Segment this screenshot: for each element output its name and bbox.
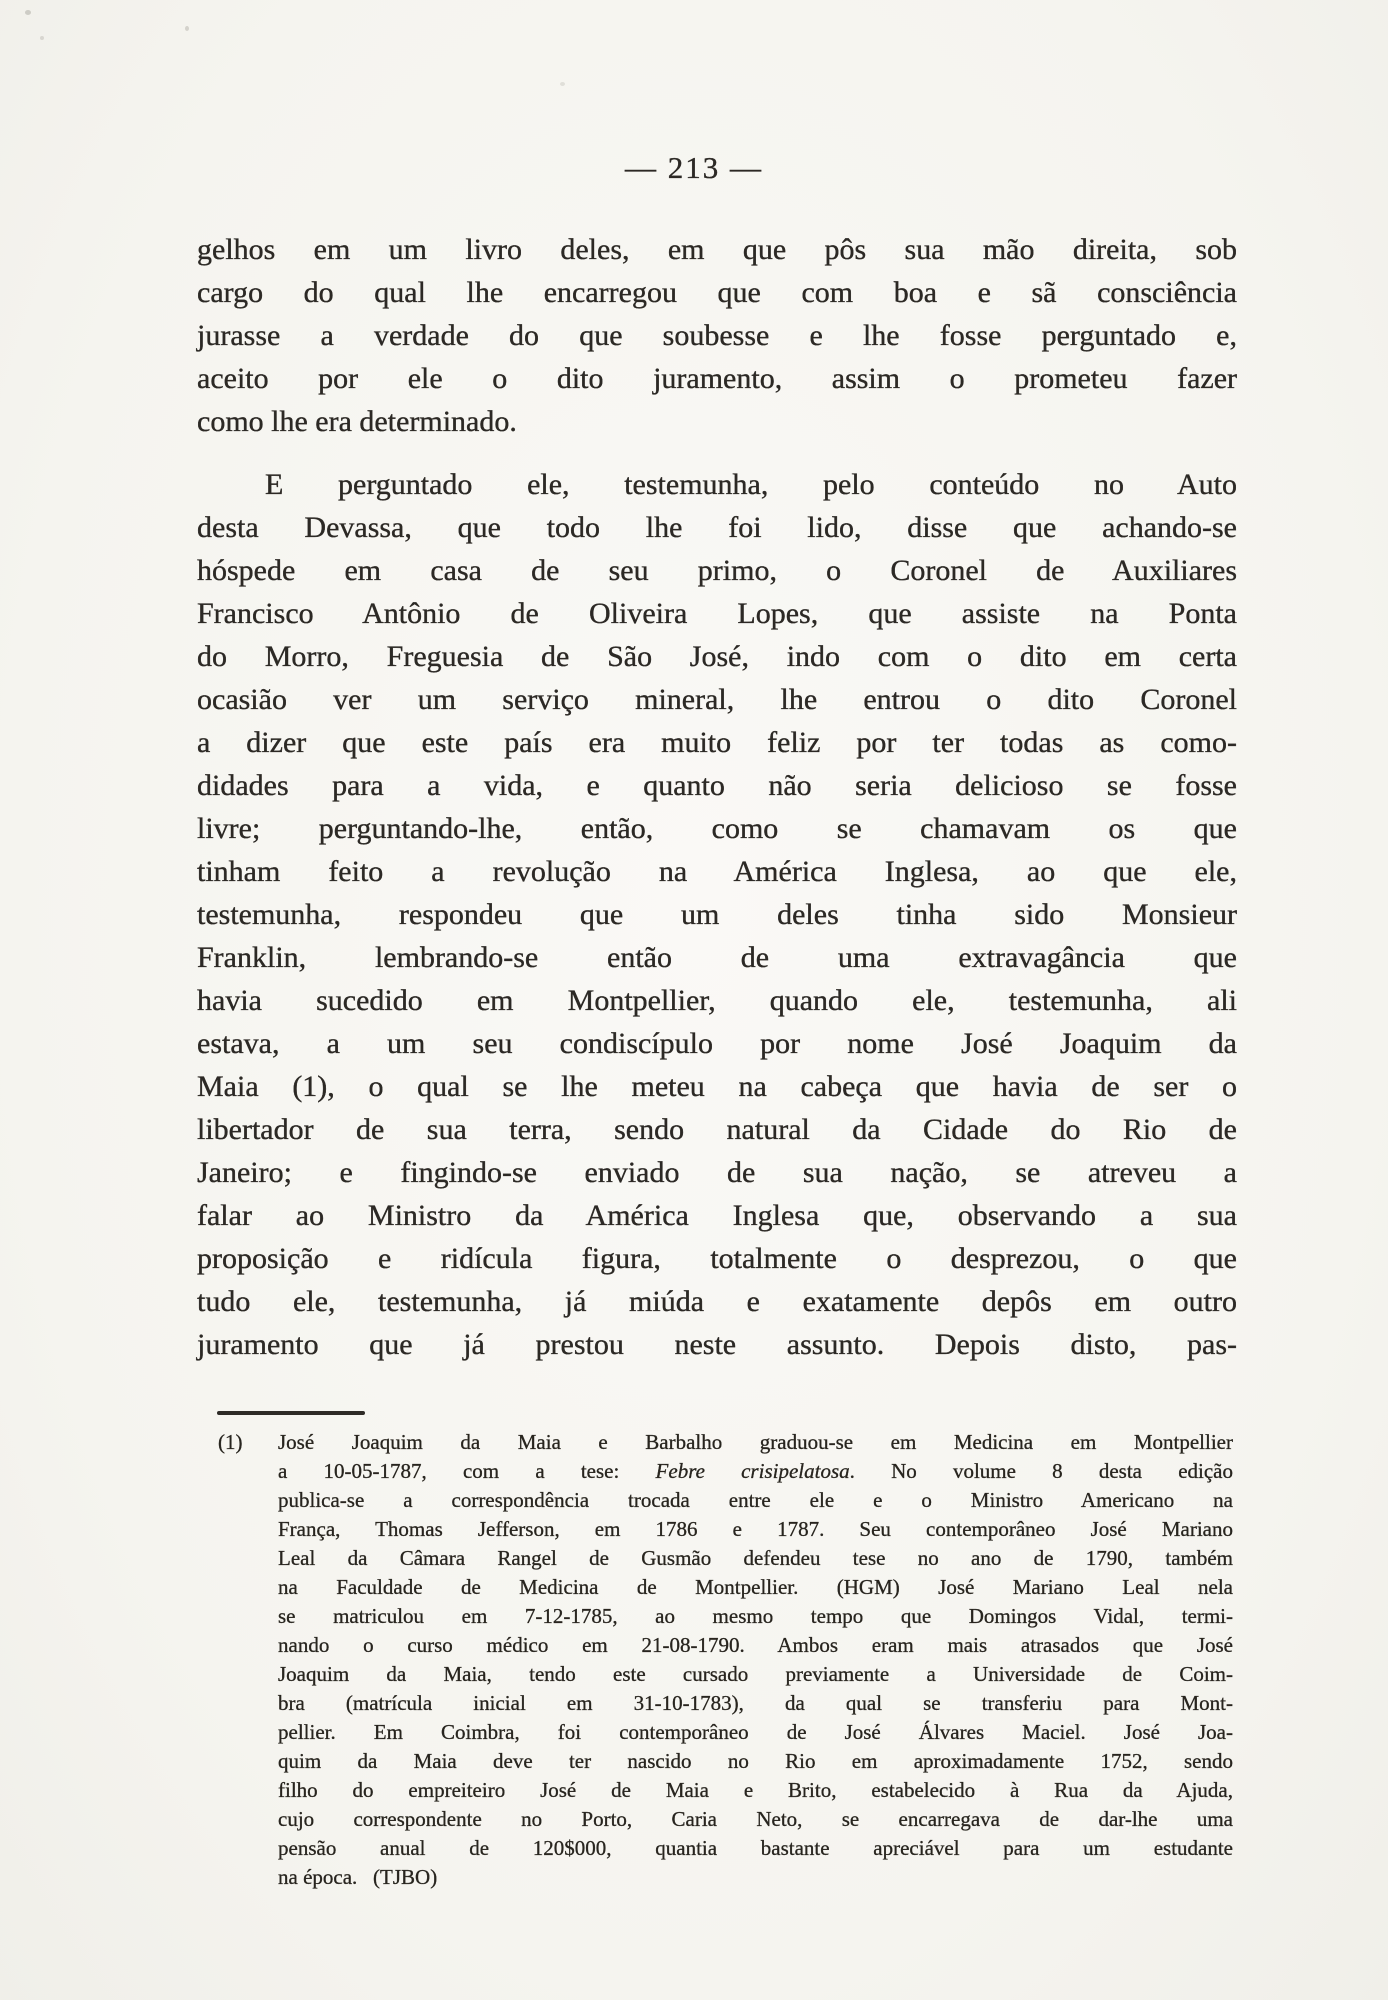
text-line: aceito por ele o dito juramento, assim o prometeu fazer: [197, 362, 1237, 395]
scan-speck: [560, 82, 565, 86]
footnote-line: [278, 1863, 1233, 1892]
footnote-line: [278, 1718, 1233, 1747]
footnote: [218, 1428, 1233, 1892]
footnote-text-segment: publica-se a correspondência trocada entre ele e o Ministro Americano na: [278, 1488, 1233, 1512]
text-line: testemunha, respondeu que um deles tinha sido Monsieur: [197, 898, 1237, 931]
text-line: do Morro, Freguesia de São José, indo com o dito em certa: [197, 640, 1237, 673]
footnote-text-segment: na Faculdade de Medicina de Montpellier. (HGM) José Mariano Leal nela: [278, 1575, 1233, 1599]
text-line: didades para a vida, e quanto não seria delicioso se fosse: [197, 769, 1237, 802]
footnote-line: [278, 1573, 1233, 1602]
text-line: desta Devassa, que todo lhe foi lido, disse que achando-se: [197, 511, 1237, 544]
footnote-line: [278, 1515, 1233, 1544]
text-line: juramento que já prestou neste assunto. Depois disto, pas-: [197, 1328, 1237, 1361]
scan-speck: [25, 10, 31, 15]
text-line: ocasião ver um serviço mineral, lhe entrou o dito Coronel: [197, 683, 1237, 716]
scan-speck: [185, 26, 189, 31]
footnote-line: [278, 1486, 1233, 1515]
footnote-line: [278, 1660, 1233, 1689]
text-line: livre; perguntando-lhe, então, como se chamavam os que: [197, 812, 1237, 845]
footnote-text-segment: Joaquim da Maia, tendo este cursado previamente a Universidade de Coim-: [278, 1662, 1233, 1686]
footnote-line: [278, 1428, 1233, 1457]
text-line: tinham feito a revolução na América Inglesa, ao que ele,: [197, 855, 1237, 888]
text-line: a dizer que este país era muito feliz por ter todas as como-: [197, 726, 1237, 759]
footnote-line: [278, 1834, 1233, 1863]
text-line: Francisco Antônio de Oliveira Lopes, que assiste na Ponta: [197, 597, 1237, 630]
text-line: como lhe era determinado.: [197, 405, 517, 438]
footnote-separator: [217, 1411, 365, 1415]
text-line: havia sucedido em Montpellier, quando ele, testemunha, ali: [197, 984, 1237, 1017]
text-line: cargo do qual lhe encarregou que com boa e sã consciência: [197, 276, 1237, 309]
text-line: E perguntado ele, testemunha, pelo conteúdo no Auto: [265, 468, 1237, 501]
scan-speck: [40, 36, 44, 40]
text-line: gelhos em um livro deles, em que pôs sua mão direita, sob: [197, 233, 1237, 266]
footnote-line: [278, 1602, 1233, 1631]
footnote-line: [278, 1776, 1233, 1805]
paragraph: [197, 463, 1237, 1366]
footnote-lines: [278, 1428, 1233, 1892]
footnote-line: [278, 1805, 1233, 1834]
thesis-title-italic: Febre crisipelatosa: [655, 1459, 850, 1483]
footnote-text-segment: . No volume 8 desta edição: [849, 1459, 1233, 1483]
footnote-text-segment: filho do empreiteiro José de Maia e Brito, estabelecido à Rua da Ajuda,: [278, 1778, 1233, 1802]
footnote-marker: (1): [218, 1430, 243, 1454]
footnote-text-segment: França, Thomas Jefferson, em 1786 e 1787. Seu contemporâneo José Mariano: [278, 1517, 1233, 1541]
footnote-text-segment: a 10-05-1787, com a tese:: [278, 1459, 656, 1483]
footnote-line: [278, 1631, 1233, 1660]
footnote-text-segment: na época. (TJBO): [278, 1865, 438, 1889]
footnote-text-segment: quim da Maia deve ter nascido no Rio em aproximadamente 1752, sendo: [278, 1749, 1233, 1773]
paragraph: [197, 228, 1237, 443]
footnote-line: [278, 1544, 1233, 1573]
footnote-text-segment: cujo correspondente no Porto, Caria Neto, se encarregava de dar-lhe uma: [278, 1807, 1233, 1831]
footnote-text-segment: pellier. Em Coimbra, foi contemporâneo de José Álvares Maciel. José Joa-: [278, 1720, 1233, 1744]
body-text: [197, 228, 1237, 1366]
footnote-text-segment: Leal da Câmara Rangel de Gusmão defendeu tese no ano de 1790, também: [278, 1546, 1233, 1570]
text-line: tudo ele, testemunha, já miúda e exatamente depôs em outro: [197, 1285, 1237, 1318]
page-number: — 213 —: [625, 150, 763, 185]
footnote-line: [278, 1457, 1233, 1486]
text-line: jurasse a verdade do que soubesse e lhe fosse perguntado e,: [197, 319, 1237, 352]
text-line: Janeiro; e fingindo-se enviado de sua nação, se atreveu a: [197, 1156, 1237, 1189]
footnote-text-segment: se matriculou em 7-12-1785, ao mesmo tempo que Domingos Vidal, termi-: [278, 1604, 1233, 1628]
text-line: estava, a um seu condiscípulo por nome José Joaquim da: [197, 1027, 1237, 1060]
footnote-line: [278, 1689, 1233, 1718]
text-line: libertador de sua terra, sendo natural da Cidade do Rio de: [197, 1113, 1237, 1146]
footnote-text-segment: nando o curso médico em 21-08-1790. Ambos eram mais atrasados que José: [278, 1633, 1233, 1657]
text-line: Maia (1), o qual se lhe meteu na cabeça que havia de ser o: [197, 1070, 1237, 1103]
footnote-text-segment: bra (matrícula inicial em 31-10-1783), da qual se transferiu para Mont-: [278, 1691, 1233, 1715]
text-line: Franklin, lembrando-se então de uma extravagância que: [197, 941, 1237, 974]
text-line: hóspede em casa de seu primo, o Coronel de Auxiliares: [197, 554, 1237, 587]
footnote-line: [278, 1747, 1233, 1776]
text-line: proposição e ridícula figura, totalmente o desprezou, o que: [197, 1242, 1237, 1275]
footnote-text-segment: José Joaquim da Maia e Barbalho graduou-se em Medicina em Montpellier: [278, 1430, 1233, 1454]
footnote-text-segment: pensão anual de 120$000, quantia bastante apreciável para um estudante: [278, 1836, 1233, 1860]
text-line: falar ao Ministro da América Inglesa que, observando a sua: [197, 1199, 1237, 1232]
